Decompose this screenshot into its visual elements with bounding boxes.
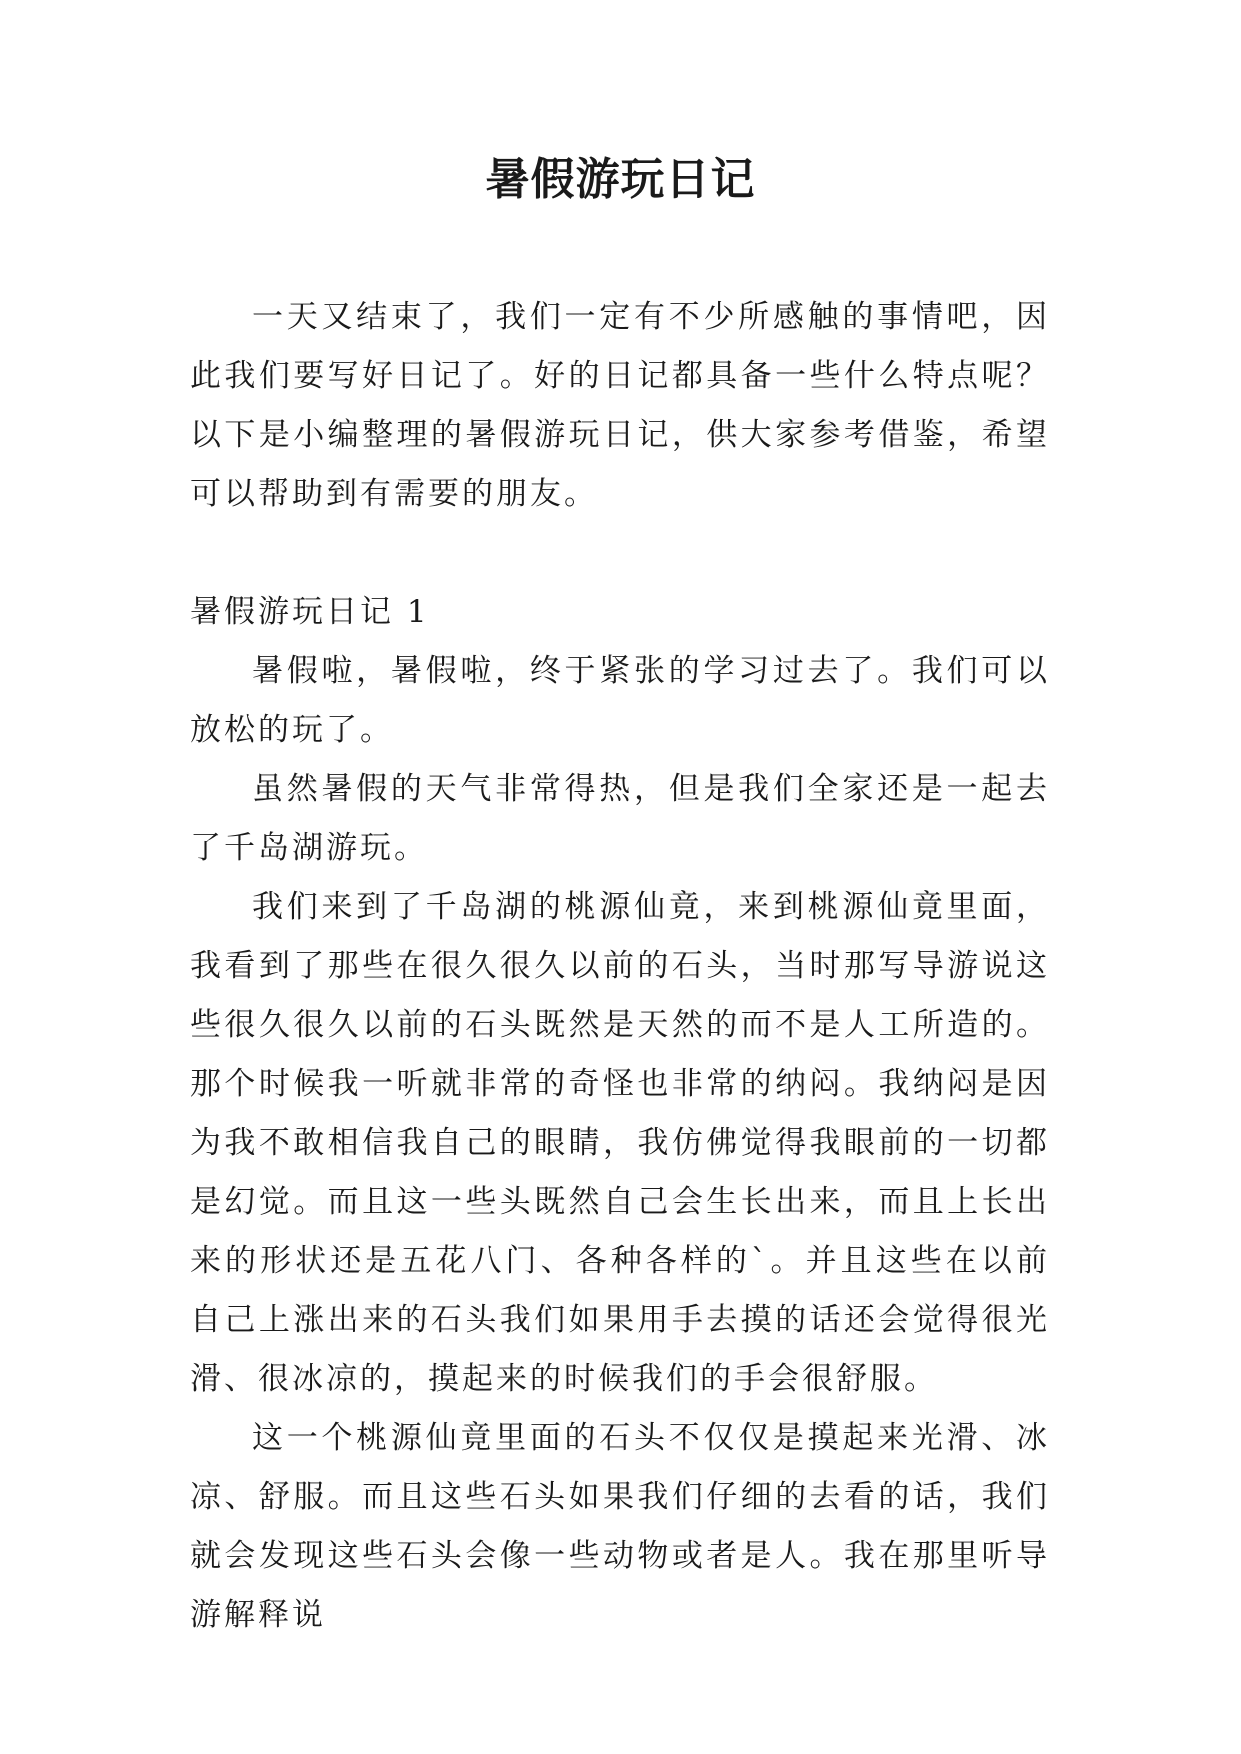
- document-body: [190, 288, 1050, 1645]
- body-paragraph-1: 暑假啦，暑假啦，终于紧张的学习过去了。我们可以放松的玩了。: [190, 653, 1050, 748]
- paragraph-gap: [190, 524, 1050, 583]
- body-paragraph-2: 虽然暑假的天气非常得热，但是我们全家还是一起去了千岛湖游玩。: [190, 771, 1050, 866]
- section-heading: 暑假游玩日记 1: [190, 594, 430, 630]
- intro-paragraph: 一天又结束了，我们一定有不少所感触的事情吧，因此我们要写好日记了。好的日记都具备一些什么特点呢？以下是小编整理的暑假游玩日记，供大家参考借鉴，希望可以帮助到有需要的朋友。: [190, 299, 1050, 512]
- document-title: 暑假游玩日记: [485, 154, 756, 205]
- body-paragraph-4: 这一个桃源仙竟里面的石头不仅仅是摸起来光滑、冰凉、舒服。而且这些石头如果我们仔细的去看的话，我们就会发现这些石头会像一些动物或者是人。我在那里听导游解释说: [190, 1420, 1050, 1633]
- body-paragraph-3: 我们来到了千岛湖的桃源仙竟，来到桃源仙竟里面，我看到了那些在很久很久以前的石头，当时那写导游说这些很久很久以前的石头既然是天然的而不是人工所造的。那个时候我一听就非常的奇怪也非常的纳闷。我纳闷是因为我不敢相信我自己的眼睛，我仿佛觉得我眼前的一切都是幻觉。而且这一些头既然自己会生长出来，而且上长出来的形状还是五花八门、各种各样的`。并且这些在以前自己上涨出来的石头我们如果用手去摸的话还会觉得很光滑、很冰凉的，摸起来的时候我们的手会很舒服。: [190, 889, 1050, 1397]
